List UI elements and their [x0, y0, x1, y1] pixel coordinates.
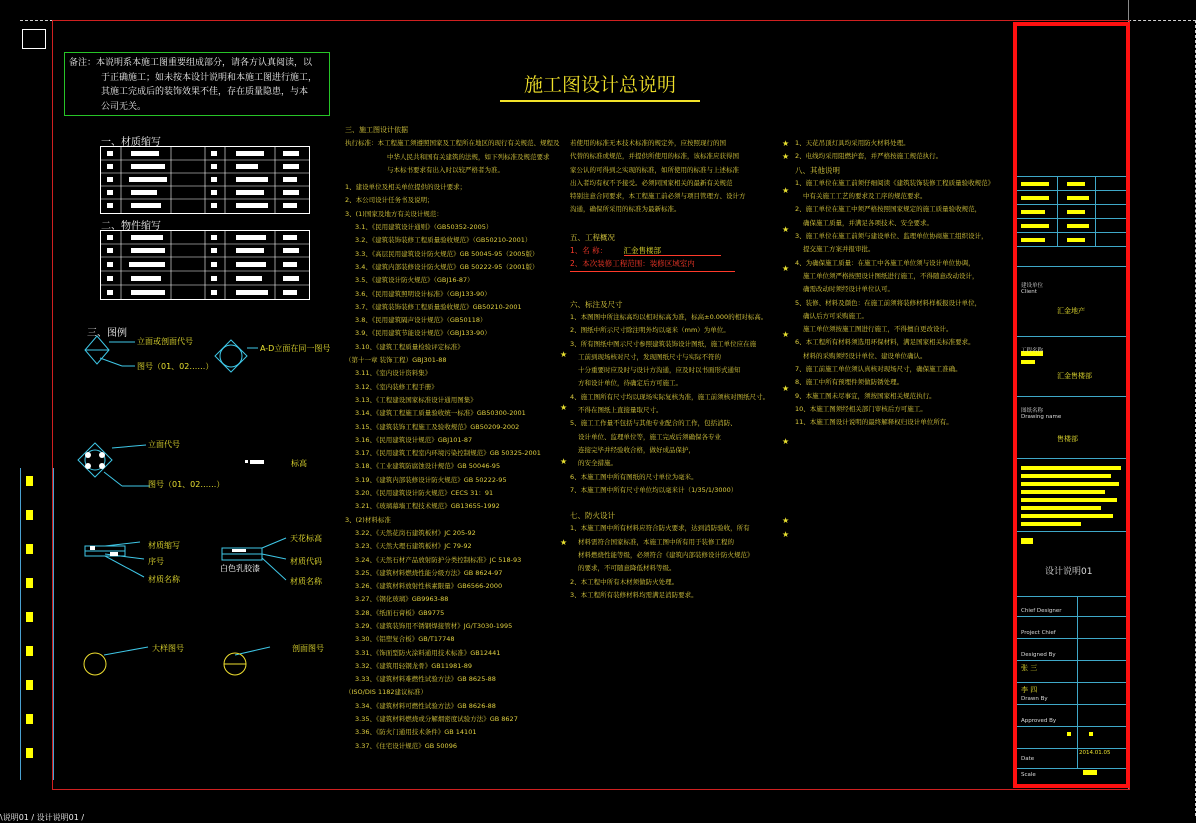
standard-item: 3.21、《玻璃幕墙工程技术规范》GB13655-1992	[355, 502, 500, 511]
project-name-value: 汇金售楼部	[624, 246, 722, 256]
page-title: 施工图设计总说明	[500, 70, 700, 102]
fire-item: 材料燃烧性能等级，必须符合《建筑内部装修设计防火规范》	[578, 551, 754, 560]
project-name-row	[570, 244, 770, 257]
note-item: 材料的采购须经设计单位、建设单位确认。	[803, 351, 927, 360]
standard-item: 3.34、《建筑材料可燃性试验方法》GB 8626-88	[355, 701, 496, 710]
note-line: 备注：本说明系本施工图重要组成部分，请各方认真阅读，以	[69, 58, 313, 68]
standard-item: 3.35、《建筑材料燃烧或分解烟密度试验方法》GB 8627	[355, 715, 518, 724]
note-item: 6、本工程所有材料须选用环保材料，满足国家相关标准要求。	[795, 338, 975, 347]
star-markers: ★ ★ ★ ★	[560, 350, 568, 547]
standard-item: 3.28、《纸面石膏板》GB9775	[355, 608, 445, 617]
note-line: 于正确施工；如未按本设计说明和本施工图进行施工，	[101, 72, 318, 83]
corner-marker	[22, 29, 46, 49]
standard-item: 3.20、《民用建筑设计防火规范》CECS 31：91	[355, 489, 494, 498]
note-item: 施工单位须严格按照设计图纸进行施工，不得随意改动设计，	[803, 271, 979, 280]
dimension-item: 7、本施工图中所有尺寸单位均以毫米计（1/35/1/3000）	[570, 485, 738, 494]
approved-by-label: Approved By	[1021, 718, 1057, 724]
note-item: 2、施工单位在施工中须严格按照国家规定的施工质量验收规范，	[795, 205, 982, 214]
note-item: 5、装修、材料及颜色：在施工前须将装修材料样板报设计单位，	[795, 298, 982, 307]
standard-item: 3.16、《民用建筑设计规范》GBJ101-87	[355, 435, 473, 444]
standard-item: 1、建设单位及相关单位提供的设计要求；	[345, 183, 467, 192]
scale-label: Scale	[1021, 772, 1036, 778]
note-item: 3、施工单位在施工前须与建设单位、监理单位协商施工组织设计，	[795, 232, 988, 241]
layout-tabs[interactable]: \说明01 / 设计说明01 /	[0, 813, 85, 822]
note-item: 10、本施工图须经相关部门审核后方可施工。	[795, 404, 927, 413]
legend-label: 材质缩写	[148, 541, 180, 550]
dimensions-list	[570, 311, 770, 497]
standard-item: 3.9、《民用建筑节能设计规范》（GBJ133-90）	[355, 329, 491, 338]
drawing-en: Drawing name	[1021, 414, 1062, 420]
standard-item: 3.29、《建筑装饰用不锈钢焊接管材》JG/T3030-1995	[355, 621, 513, 630]
section-heading: 三、施工图设计依据	[345, 126, 408, 134]
client-value: 汇金地产	[1057, 307, 1085, 315]
date-value: 2014.01.05	[1079, 750, 1111, 756]
section-heading: 五、工程概况	[570, 232, 615, 242]
legend-heading: 三、图例	[87, 328, 127, 339]
standard-item: 3.32、《建筑用轻钢龙骨》GB11981-89	[355, 661, 473, 670]
legend-label: 大样图号	[152, 644, 184, 653]
sheet-name: 设计说明01	[1045, 567, 1093, 577]
standard-item: 3.24、《天然石材产品放射防护分类控制标准》JC 518-93	[355, 555, 522, 564]
fire-item: 2、电线均采用阻燃护套，并严格按施工规范执行。	[795, 152, 943, 161]
project-name-label: 1、名 称：	[570, 246, 608, 256]
standard-item: 3.36、《防火门通用技术条件》GB 14101	[355, 728, 477, 737]
client-label: 建设单位	[1021, 283, 1044, 289]
standard-item: 3.1、《民用建筑设计通则》（GB50352-2005）	[355, 223, 493, 232]
intro-line: 与本标书要求有出入时以较严格者为准。	[387, 165, 504, 174]
client-en: Client	[1021, 289, 1037, 295]
materials-heading: 一、材质缩写	[101, 137, 161, 148]
designed-by-label: Designed By	[1021, 652, 1056, 658]
intro-paragraph	[570, 137, 770, 217]
project-chief-label: Project Chief	[1021, 630, 1056, 636]
section-heading: 八、其他说明	[795, 165, 840, 175]
note-box	[64, 52, 330, 116]
left-layer-strip	[20, 468, 54, 780]
objects-table-grid	[101, 231, 309, 299]
fire-item: 2、本工程中所有木材须做防火处理。	[570, 577, 679, 586]
note-item: 中有关施工工艺的要求及工序的规范要求。	[803, 192, 927, 201]
legend-label: 剖面图号	[292, 644, 324, 653]
legend-label: 天花标高	[290, 534, 322, 543]
dimension-item: 3、所有图纸中图示尺寸参照建筑装饰设计图纸，施工单位应在施	[570, 339, 757, 348]
note-item: 确需改动时须经设计单位认可。	[803, 285, 894, 294]
dimension-item: 连接完毕并经验收合格，做好成品保护，	[578, 445, 695, 454]
objects-heading: 二、物件缩写	[101, 221, 161, 232]
dimension-item: 4、施工图所有尺寸均以现场实际复核为准，施工前须核对图纸尺寸。	[570, 392, 770, 401]
drawing-value: 售楼部	[1057, 435, 1078, 443]
intro-line: 执行标准：本工程施工须遵照国家及工程所在地区的现行有关规范、规程及	[345, 139, 560, 148]
other-notes-list	[795, 177, 1010, 430]
project-label: 工程名称	[1021, 348, 1044, 354]
project-scope-row: 2、本次装修工程范围：装修区域室内	[570, 257, 735, 271]
dimension-item: 工前到现场核对尺寸，发现图纸尺寸与实际不符的	[578, 352, 721, 361]
standard-item: 3.3、《高层民用建筑设计防火规范》GB 50045-95（2005版）	[355, 249, 539, 258]
dimension-item: 方和设计单位，待确定后方可施工。	[578, 379, 682, 388]
project-column	[570, 137, 770, 602]
fire-item: 材料需符合国家标准，本施工图中所有用于装修工程的	[578, 537, 734, 546]
note-item: 4、为确保施工质量：在施工中各施工单位须与设计单位协调，	[795, 258, 975, 267]
dimension-item: 5、施工工作量不包括与其他专业配合的工作，包括消防、	[570, 419, 737, 428]
standard-item: 3.12、《室内装修工程手册》	[355, 382, 438, 391]
legend-label: 材质代码	[290, 557, 322, 566]
dimension-item: 不得在图纸上直接量取尺寸。	[578, 406, 663, 415]
project-value: 汇金售楼部	[1057, 372, 1092, 380]
note-item: 确认后方可采购施工。	[803, 311, 868, 320]
standard-item: 3.23、《天然大理石建筑板材》JC 79-92	[355, 542, 472, 551]
standard-item: 3.10、《建筑工程质量检验评定标准》	[355, 342, 464, 351]
note-item: 11、本施工图设计说明的最终解释权归设计单位所有。	[795, 418, 953, 427]
intro-line: 出入者均有权不予接受。必须同国家相关的最新有关规范	[570, 178, 733, 187]
drawn-by-label: Drawn By	[1021, 696, 1048, 702]
objects-table	[100, 230, 310, 300]
standard-item: 3.4、《建筑内部装修设计防火规范》GB 50222-95（2001版）	[355, 262, 539, 271]
materials-table	[100, 146, 310, 214]
standard-item: 3.11、《室内设计资料集》	[355, 369, 432, 378]
intro-line: 沟通，确保所采用的标准为最新标准。	[570, 205, 681, 214]
standard-item: 3.30、《铝塑复合板》GB/T17748	[355, 635, 455, 644]
standard-item: 2、本公司设计任务书及说明；	[345, 196, 434, 205]
note-line: 其施工完成后的装饰效果不佳，存在质量隐患，与本	[101, 87, 309, 97]
standards-list	[345, 181, 560, 753]
note-item: 8、施工中所有预埋件须做防锈处理。	[795, 378, 904, 387]
note-item: 施工单位须按施工图进行施工，不得擅自更改设计。	[803, 325, 953, 334]
section-heading: 六、标注及尺寸	[570, 299, 623, 309]
fire-item: 的要求，不可随意降低材料等级。	[578, 564, 676, 573]
standard-item: 3.14、《建筑工程施工质量验收统一标准》GB50300-2001	[355, 409, 526, 418]
standard-item: 3.6、《民用建筑照明设计标准》（GBJ133-90）	[355, 289, 491, 298]
standard-item: 3.7、《建筑装饰装修工程质量验收规范》GB50210-2001	[355, 302, 522, 311]
note-item: 确保施工质量，并满足各项技术、安全要求。	[803, 218, 933, 227]
dimension-item: 6、本施工图中所有图纸的尺寸单位为毫米。	[570, 472, 698, 481]
note-item: 提交施工方案并报审批。	[803, 245, 875, 254]
legend-label: 序号	[148, 557, 164, 566]
dimension-item: 的安全措施。	[578, 459, 617, 468]
other-notes-column	[795, 137, 1010, 430]
legend-label: 立面或剖面代号	[137, 337, 193, 346]
drawing-label: 图纸名称	[1021, 408, 1044, 414]
fire-item: 3、本工程所有装修材料均需满足消防要求。	[570, 590, 698, 599]
intro-line: 代替的标准或规范，并提供所使用的标准，该标准应获得国	[570, 152, 739, 161]
fire-list	[570, 522, 770, 602]
date-label: Date	[1021, 756, 1035, 762]
note-item: 9、本施工图未尽事宜，须按国家相关规范执行。	[795, 391, 936, 400]
standard-item: 3.15、《建筑装饰工程施工及验收规范》GB50209-2002	[355, 422, 520, 431]
legend-symbols	[60, 330, 350, 690]
standard-item: 3.26、《建筑材料放射性核素限量》GB6566-2000	[355, 582, 503, 591]
title-block	[1013, 22, 1130, 788]
legend-label: 材质名称	[290, 577, 322, 586]
standard-item: 3.19、《建筑内部装修设计防火规范》GB 50222-95	[355, 475, 507, 484]
legend-label: 图号（01、02……）	[137, 362, 214, 371]
standard-item: 3、(2)材料标准	[345, 515, 391, 524]
note-item: 7、施工前施工单位须认真核对现场尺寸，确保施工准确。	[795, 365, 962, 374]
star-markers: ★ ★ ★ ★ ★ ★ ★ ★ ★ ★	[782, 139, 790, 539]
legend-label: A-D立面在同一图号	[260, 344, 331, 353]
note-item: 1、施工单位在施工前须仔细阅读《建筑装饰装修工程质量验收规范》	[795, 178, 995, 187]
standard-item: （ISO/DIS 1182建议标准）	[345, 688, 428, 697]
designer-name: 张 三	[1021, 664, 1038, 672]
standard-item: （第十一章 装饰工程）GBJ301-88	[345, 356, 447, 365]
standard-item: 3.5、《建筑设计防火规范》（GBJ16-87）	[355, 276, 474, 285]
legend-label: 立面代号	[148, 440, 180, 449]
drafter-name: 李 四	[1021, 686, 1038, 694]
standard-item: 3.17、《民用建筑工程室内环境污染控制规范》GB 50325-2001	[355, 449, 541, 458]
dimension-item: 十分重要时应及时与设计方沟通，应及时以书面形式通知	[578, 366, 741, 375]
intro-line: 特别注意合同要求，本工程施工前必须与项目管理方、设计方	[570, 192, 746, 201]
chief-designer-label: Chief Designer	[1021, 608, 1062, 614]
standard-item: 3.25、《建筑材料燃烧性能分级方法》GB 8624-97	[355, 568, 503, 577]
standard-item: 3.18、《工业建筑防腐蚀设计规范》GB 50046-95	[355, 462, 501, 471]
intro-line: 家公认的可得到之实现的标准，如所使用的标准与上述标准	[570, 165, 739, 174]
standard-item: 3.22、《天然花岗石建筑板材》JC 205-92	[355, 528, 476, 537]
materials-table-grid	[101, 147, 309, 213]
dimension-item: 2、图纸中所示尺寸除注明外均以毫米（mm）为单位。	[570, 326, 730, 335]
standard-item: 3.13、《工程建设国家标准设计通用图集》	[355, 395, 477, 404]
standard-item: 3.37、《住宅设计规范》GB 50096	[355, 741, 457, 750]
note-line: 公司无关。	[101, 101, 147, 112]
legend-label: 白色乳胶漆	[220, 564, 260, 573]
standard-item: 3.8、《民用建筑隔声设计规范》（GB50118）	[355, 316, 487, 325]
standard-item: 3.33、《建筑材料难燃性试验方法》GB 8625-88	[355, 675, 496, 684]
intro-line: 若使用的标准无本技术标准的规定外，应按照现行的国	[570, 139, 726, 147]
dimension-item: 1、本图图中所注标高均以相对标高为准，标高±0.000的相对标高。	[570, 312, 768, 321]
legend-label: 材质名称	[148, 575, 180, 584]
design-basis-column	[345, 124, 560, 753]
standard-item: 3.2、《建筑装饰装修工程质量验收规范》（GB50210-2001）	[355, 236, 532, 245]
fire-items	[795, 137, 1010, 164]
fire-item: 1、天花吊顶灯具均采用防火材料处理。	[795, 139, 910, 147]
intro-line: 中华人民共和国有关建筑的法规，如下列标准及规范要求	[387, 152, 550, 161]
standard-item: 3、(1)国家及地方有关设计规范：	[345, 209, 443, 218]
legend-label: 图号（01、02……）	[148, 480, 225, 489]
fire-item: 1、本施工图中所有材料应符合防火要求，达到消防验收，所有	[570, 524, 750, 533]
section-heading: 七、防火设计	[570, 511, 615, 521]
dimension-item: 设计单位、监理单位等，施工完成后须确保各专业	[578, 432, 721, 441]
standard-item: 3.31、《饰面型防火涂料通用技术标准》GB12441	[355, 648, 501, 657]
standard-item: 3.27、《钢化玻璃》GB9963-88	[355, 595, 449, 604]
legend-label: 标高	[291, 459, 307, 468]
